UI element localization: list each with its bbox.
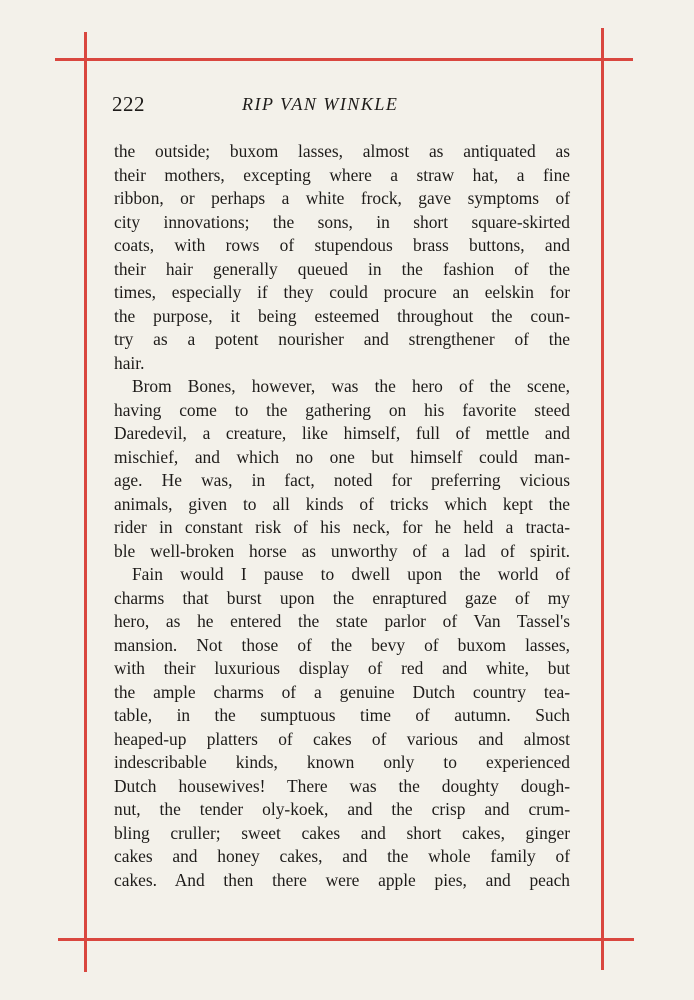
text-line: city innovations; the sons, in short square-skirted: [114, 211, 570, 232]
text-line: times, especially if they could procure an eelskin for: [114, 282, 570, 302]
text-line: hair.: [114, 352, 145, 373]
text-line: cakes and honey cakes, and the whole family of: [114, 846, 570, 866]
text-line: their mothers, excepting where a straw hat, a fine: [114, 164, 570, 185]
text-line: coats, with rows of stupendous brass buttons, and: [114, 235, 570, 255]
text-line: nut, the tender oly-koek, and the crisp and crum-: [114, 799, 570, 819]
text-line: mansion. Not those of the bevy of buxom lasses,: [114, 634, 570, 655]
text-line: animals, given to all kinds of tricks which kept the: [114, 493, 570, 514]
text-line: age. He was, in fact, noted for preferring vicious: [114, 470, 570, 490]
bottom-border-rule: [58, 938, 634, 941]
page-number: 222: [112, 92, 145, 116]
text-line: the outside; buxom lasses, almost as antiquated as: [114, 141, 570, 161]
text-line: hero, as he entered the state parlor of Van Tassel's: [114, 611, 570, 631]
text-line: having come to the gathering on his favorite steed: [114, 399, 570, 420]
text-line: bling cruller; sweet cakes and short cakes, ginger: [114, 822, 570, 843]
text-line: with their luxurious display of red and white, but: [114, 658, 570, 678]
right-border-rule: [601, 28, 604, 970]
top-border-rule: [55, 58, 633, 61]
body-text: [114, 140, 570, 892]
paragraph-first-line: Fain would I pause to dwell upon the world of: [132, 564, 570, 584]
text-line: their hair generally queued in the fashion of the: [114, 258, 570, 279]
text-line: table, in the sumptuous time of autumn. Such: [114, 705, 570, 725]
paragraph-first-line: Brom Bones, however, was the hero of the scene,: [132, 376, 570, 396]
text-line: the purpose, it being esteemed throughout the coun-: [114, 305, 570, 326]
page-header: [112, 92, 572, 120]
text-line: ble well-broken horse as unworthy of a lad of spirit.: [114, 540, 570, 561]
running-head: RIP VAN WINKLE: [242, 94, 399, 114]
text-line: mischief, and which no one but himself could man-: [114, 446, 570, 467]
text-line: ribbon, or perhaps a white frock, gave symptoms of: [114, 188, 570, 208]
text-line: charms that burst upon the enraptured gaze of my: [114, 587, 570, 608]
text-line: rider in constant risk of his neck, for he held a tracta-: [114, 517, 570, 537]
text-line: Daredevil, a creature, like himself, full of mettle and: [114, 423, 570, 443]
text-line: the ample charms of a genuine Dutch country tea-: [114, 681, 570, 702]
text-line: Dutch housewives! There was the doughty dough-: [114, 775, 570, 796]
text-line: cakes. And then there were apple pies, and peach: [114, 869, 570, 890]
text-line: heaped-up platters of cakes of various and almost: [114, 728, 570, 749]
text-line: try as a potent nourisher and strengthener of the: [114, 329, 570, 349]
left-border-rule: [84, 32, 87, 972]
text-line: indescribable kinds, known only to experienced: [114, 752, 570, 772]
